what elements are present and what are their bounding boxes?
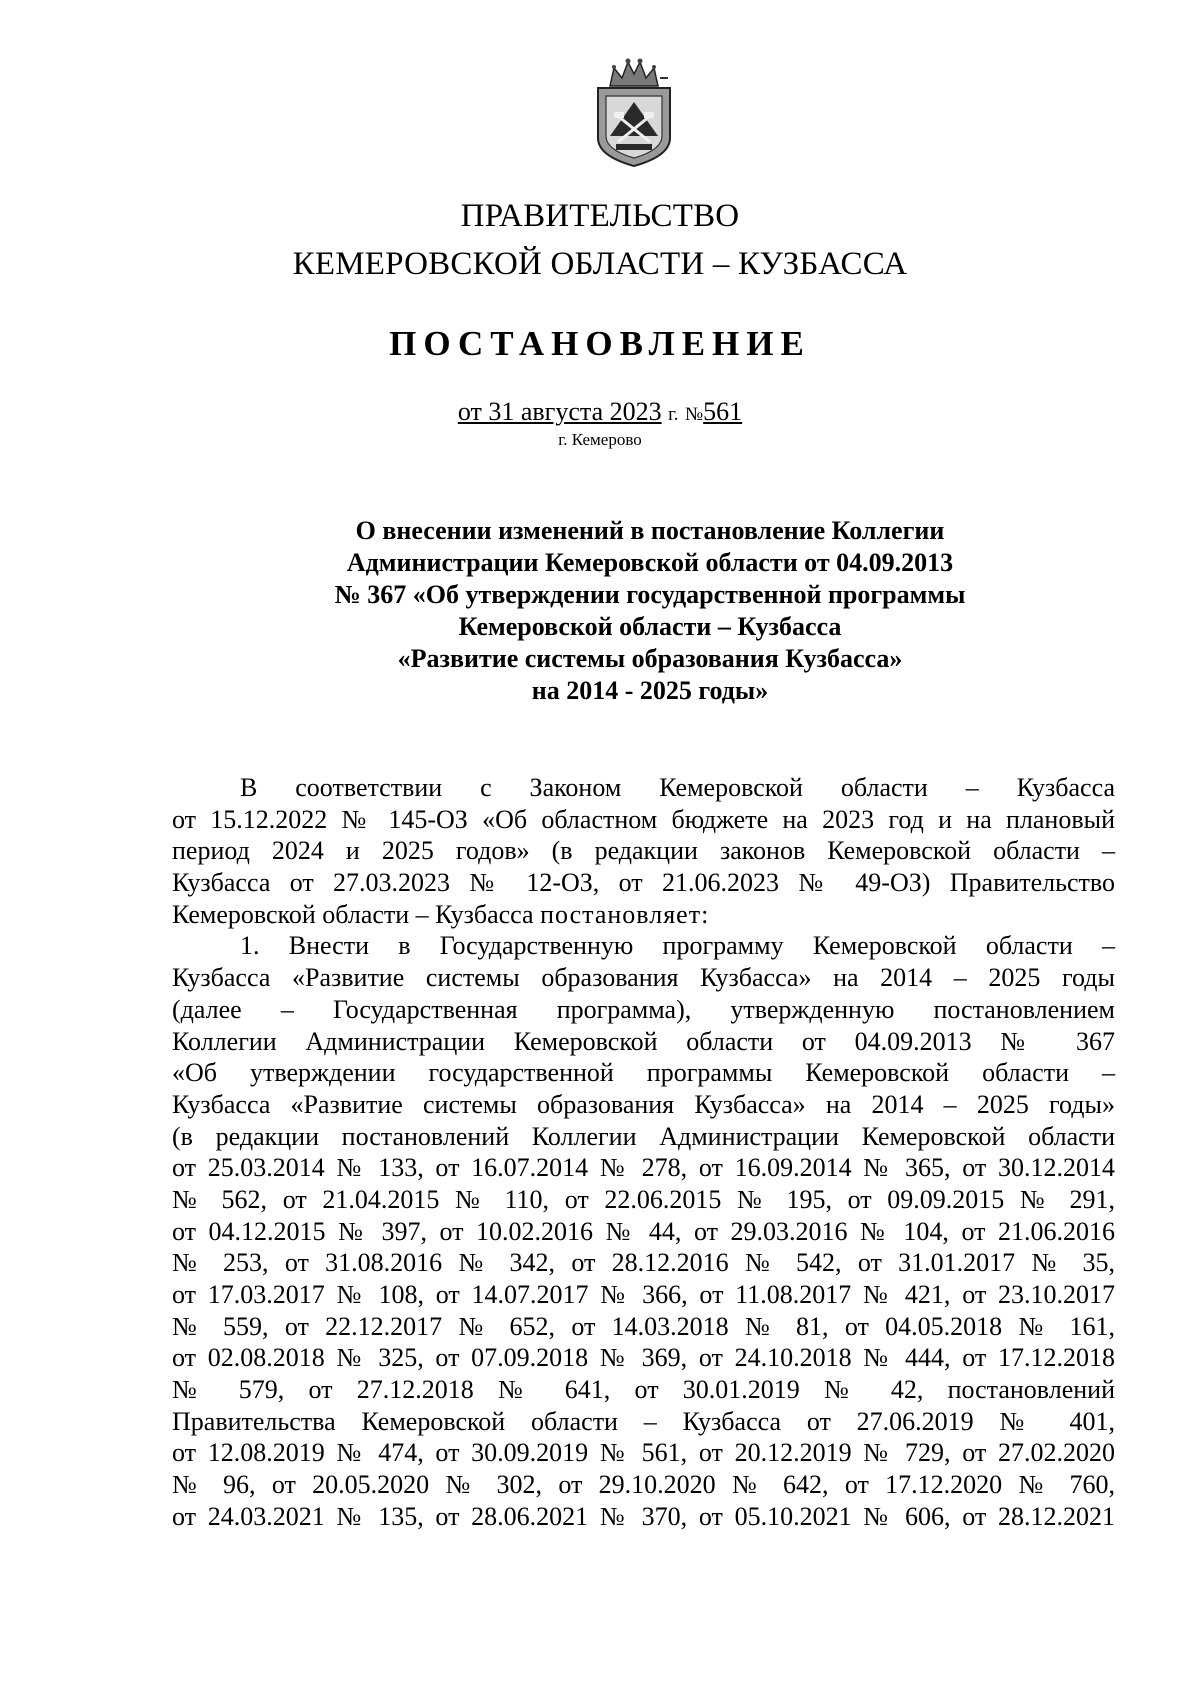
organization-name-line-2: КЕМЕРОВСКОЙ ОБЛАСТИ – КУЗБАССА	[292, 246, 908, 282]
body-line: от 17.03.2017 № 108, от 14.07.2017 № 366, от 11.08.2017 № 421, от 23.10.2017	[172, 1280, 1115, 1309]
body-line: (в редакции постановлений Коллегии Администрации Кемеровской области	[172, 1121, 1115, 1151]
body-line-resolution	[172, 899, 1115, 931]
title-line: «Развитие системы образования Кузбасса»	[397, 644, 903, 673]
body-line: от 15.12.2022 № 145-ОЗ «Об областном бюджете на 2023 год и на плановый	[172, 804, 1115, 834]
body-line: В соответствии с Законом Кемеровской области – Кузбасса	[240, 773, 1115, 802]
body-line: «Об утверждении государственной программы Кемеровской области –	[172, 1058, 1115, 1088]
number-sign: №	[685, 404, 704, 425]
body-line: (далее – Государственная программа), утвержденную постановлением	[172, 994, 1115, 1024]
body-line: № 253, от 31.08.2016 № 342, от 28.12.2016 № 542, от 31.01.2017 № 35,	[172, 1248, 1115, 1278]
body-line: Правительства Кемеровской области – Кузбасса от 27.06.2019 № 401,	[172, 1406, 1115, 1436]
document-number: 561	[703, 397, 743, 426]
document-date-number	[0, 397, 1200, 427]
document-type-heading: ПОСТАНОВЛЕНИЕ	[389, 324, 811, 363]
body-line: период 2024 и 2025 годов» (в редакции законов Кемеровской области –	[172, 836, 1115, 866]
title-line: на 2014 - 2025 годы»	[531, 676, 769, 705]
organization-name-line-1: ПРАВИТЕЛЬСТВО	[460, 198, 740, 234]
document-city: г. Кемерово	[558, 430, 642, 449]
title-line: Администрации Кемеровской области от 04.09.2013	[346, 548, 954, 577]
body-line: 1. Внести в Государственную программу Кемеровской области –	[240, 931, 1115, 961]
year-suffix: г.	[668, 404, 679, 425]
title-line: № 367 «Об утверждении государственной программы	[334, 580, 966, 609]
body-line: Кузбасса «Развитие системы образования Кузбасса» на 2014 – 2025 годы»	[172, 1089, 1115, 1119]
document-date: от 31 августа 2023	[457, 397, 662, 426]
body-line: Кузбасса «Развитие системы образования Кузбасса» на 2014 – 2025 годы	[172, 963, 1115, 993]
resolves-word: постановляет:	[540, 899, 710, 929]
body-line: Кузбасса от 27.03.2023 № 12-ОЗ, от 21.06.2023 № 49-ОЗ) Правительство	[172, 868, 1115, 898]
body-line: № 96, от 20.05.2020 № 302, от 29.10.2020 № 642, от 17.12.2020 № 760,	[172, 1470, 1115, 1500]
body-line: Коллегии Администрации Кемеровской области от 04.09.2013 № 367	[172, 1026, 1115, 1056]
body-line: № 559, от 22.12.2017 № 652, от 14.03.2018 № 81, от 04.05.2018 № 161,	[172, 1311, 1115, 1341]
body-line: от 02.08.2018 № 325, от 07.09.2018 № 369, от 24.10.2018 № 444, от 17.12.2018	[172, 1343, 1115, 1373]
document-body	[172, 772, 1115, 1533]
coat-of-arms-emblem	[588, 56, 680, 168]
document-title	[300, 515, 1000, 707]
body-line: от 04.12.2015 № 397, от 10.02.2016 № 44, от 29.03.2016 № 104, от 21.06.2016	[172, 1216, 1115, 1246]
body-line: от 24.03.2021 № 135, от 28.06.2021 № 370, от 05.10.2021 № 606, от 28.12.2021	[172, 1501, 1115, 1531]
title-line: Кемеровской области – Кузбасса	[458, 612, 842, 641]
body-line: № 579, от 27.12.2018 № 641, от 30.01.2019 № 42, постановлений	[172, 1375, 1115, 1405]
body-line-text: Кемеровской области – Кузбасса	[172, 899, 534, 929]
body-line: от 25.03.2014 № 133, от 16.07.2014 № 278, от 16.09.2014 № 365, от 30.12.2014	[172, 1153, 1115, 1183]
body-line: № 562, от 21.04.2015 № 110, от 22.06.2015 № 195, от 09.09.2015 № 291,	[172, 1184, 1115, 1214]
body-line: от 12.08.2019 № 474, от 30.09.2019 № 561, от 20.12.2019 № 729, от 27.02.2020	[172, 1438, 1115, 1468]
title-line: О внесении изменений в постановление Коллегии	[355, 516, 945, 545]
